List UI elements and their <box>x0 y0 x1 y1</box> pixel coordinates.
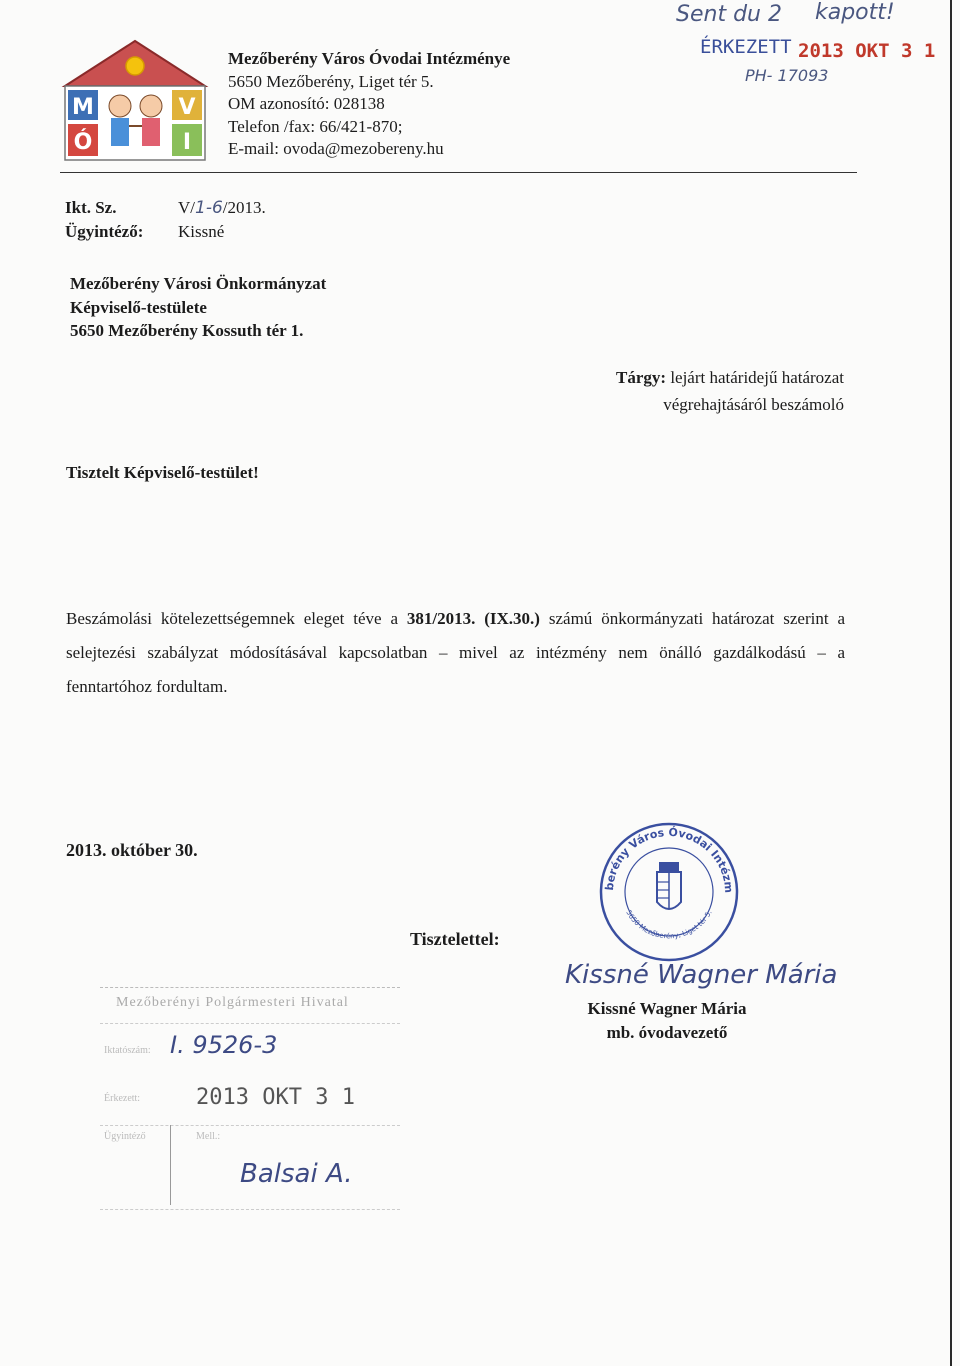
org-name: Mezőberény Város Óvodai Intézménye <box>228 49 511 68</box>
logo-letter-m: M <box>72 95 94 120</box>
signer-title: mb. óvodavezető <box>606 1023 728 1042</box>
letterhead <box>228 48 510 161</box>
addressee-block <box>70 272 326 343</box>
logo-letter-i: I <box>182 130 192 155</box>
reg-stamp-received-date: 2013 OKT 3 1 <box>196 1085 355 1110</box>
addressee-line-1: Mezőberény Városi Önkormányzat <box>70 274 327 293</box>
reg-stamp-enclosure-label: Mell.: <box>196 1131 221 1142</box>
kindergarten-logo <box>60 38 210 164</box>
closing: Tisztelettel: <box>410 929 500 949</box>
ikt-value-prefix: V/ <box>178 198 195 217</box>
body-part-1: Beszámolási kötelezettségemnek eleget téve a <box>66 609 407 628</box>
ikt-value-handwritten: 1-6 <box>195 198 223 218</box>
ugyintezo-value: Kissné <box>178 222 225 241</box>
phone: Telefon /fax: 66/421-870; <box>228 116 403 136</box>
logo-letter-o: Ó <box>73 130 93 155</box>
subject-line-2: végrehajtásáról beszámoló <box>663 395 844 414</box>
reg-stamp-number-label: Iktatószám: <box>104 1045 151 1056</box>
svg-text:5650 Mezőberény, Liget tér 5. <box>624 909 713 940</box>
signer-block <box>580 997 754 1045</box>
salutation: Tisztelt Képviselő-testület! <box>66 463 259 482</box>
logo-letter-v: V <box>178 95 196 120</box>
received-date-stamp: 2013 OKT 3 1 <box>798 40 936 62</box>
registration-stamp <box>100 975 400 1215</box>
reg-stamp-handler-label: Ügyintéző <box>104 1131 146 1142</box>
ugyintezo-label: Ügyintéző: <box>65 222 144 241</box>
reg-stamp-number: I. 9526-3 <box>170 1031 278 1059</box>
ikt-value-suffix: /2013. <box>222 198 266 217</box>
handwritten-ref: PH- 17093 <box>745 66 829 85</box>
signer-name: Kissné Wagner Mária <box>587 999 747 1018</box>
org-address: 5650 Mezőberény, Liget tér 5. <box>228 71 434 91</box>
email: E-mail: ovoda@mezobereny.hu <box>228 139 444 158</box>
header-divider <box>60 172 857 173</box>
reference-block <box>65 196 266 244</box>
official-seal <box>597 820 741 964</box>
reg-stamp-title: Mezőberényi Polgármesteri Hivatal <box>116 995 349 1010</box>
subject-label: Tárgy: <box>616 368 667 387</box>
body-part-2: számú önkormányzati határozat szerint a selejtezési szabályzat módosításával kapcsolatban – mivel az intézmény nem önálló gazdálkodású – a fenntartóhoz fordultam. <box>66 609 845 696</box>
body-paragraph <box>66 602 845 704</box>
seal-bottom-text: 5650 Mezőberény, Liget tér 5. <box>624 908 714 941</box>
addressee-line-3: 5650 Mezőberény Kossuth tér 1. <box>70 321 304 340</box>
page-edge-rule <box>950 0 952 1366</box>
letter-date: 2013. október 30. <box>66 840 198 860</box>
resolution-number: 381/2013. (IX.30.) <box>406 609 540 628</box>
addressee-line-2: Képviselő-testülete <box>70 297 207 317</box>
received-label: ÉRKEZETT <box>700 36 792 58</box>
subject-line-1: lejárt határidejű határozat <box>670 368 844 387</box>
handwritten-note-2: kapott! <box>815 0 895 25</box>
om-id: OM azonosító: 028138 <box>228 94 385 113</box>
reg-stamp-received-label: Érkezett: <box>104 1093 141 1104</box>
ikt-label: Ikt. Sz. <box>65 198 117 217</box>
subject-block <box>616 364 844 418</box>
seal-text: berény Város Óvodai Intézm <box>602 825 736 894</box>
reg-stamp-handler-signature: Balsai A. <box>240 1159 353 1189</box>
handwritten-note-1: Sent du 2 <box>676 2 782 27</box>
handwritten-signature: Kissné Wagner Mária <box>565 960 838 990</box>
